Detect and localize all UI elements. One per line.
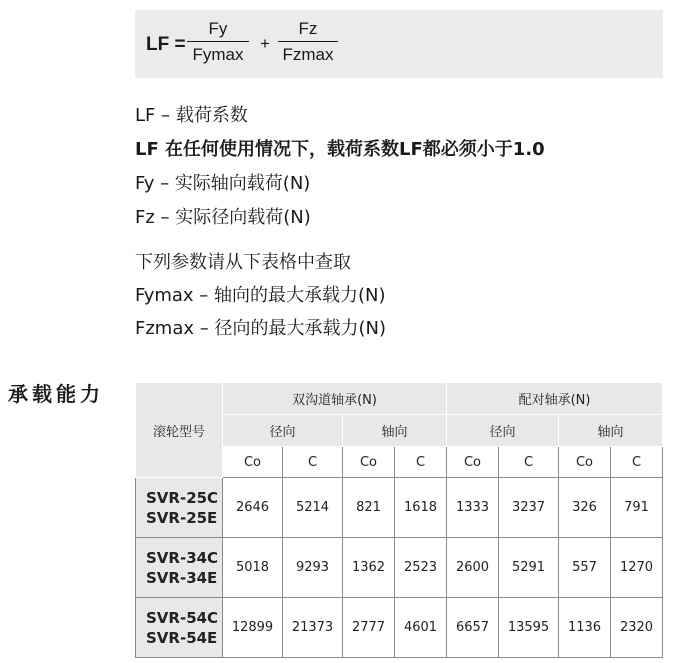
table-cell: 21373 xyxy=(283,598,343,658)
definition-fy: Fy – 实际轴向载荷(N) xyxy=(135,173,311,194)
fraction-fz-numerator: Fz xyxy=(298,19,318,38)
definition-fz: Fz – 实际径向载荷(N) xyxy=(135,207,311,228)
header-radial: 径向 xyxy=(447,415,559,447)
table-cell: 9293 xyxy=(283,538,343,598)
table-cell: 821 xyxy=(343,478,395,538)
table-row xyxy=(136,598,663,658)
formula-box xyxy=(135,10,663,78)
fraction-fy-denominator: Fymax xyxy=(192,45,244,64)
table-cell: 5018 xyxy=(223,538,283,598)
header-co: Co xyxy=(447,447,499,478)
model-name: SVR-25C xyxy=(146,488,219,507)
model-name: SVR-34E xyxy=(146,568,218,587)
row-model xyxy=(136,478,223,538)
header-c: C xyxy=(499,447,559,478)
table-corner: 滚轮型号 xyxy=(136,383,223,478)
row-model xyxy=(136,598,223,658)
formula-plus: + xyxy=(260,34,270,53)
table-cell: 4601 xyxy=(395,598,447,658)
fraction-bar xyxy=(187,41,249,42)
header-group-double-row: 双沟道轴承(N) xyxy=(223,383,447,415)
fraction-fy-numerator: Fy xyxy=(208,19,228,38)
table-row xyxy=(136,478,663,538)
table-cell: 2320 xyxy=(611,598,663,658)
header-radial: 径向 xyxy=(223,415,343,447)
table-cell: 1362 xyxy=(343,538,395,598)
lookup-fzmax: Fzmax – 径向的最大承载力(N) xyxy=(135,318,386,339)
table-cell: 13595 xyxy=(499,598,559,658)
header-group-paired: 配对轴承(N) xyxy=(447,383,663,415)
definition-lf: LF – 载荷系数 xyxy=(135,105,248,126)
model-name: SVR-25E xyxy=(146,508,218,527)
table-cell: 3237 xyxy=(499,478,559,538)
table-cell: 2600 xyxy=(447,538,499,598)
header-co: Co xyxy=(223,447,283,478)
header-axial: 轴向 xyxy=(343,415,447,447)
fraction-fz-denominator: Fzmax xyxy=(282,45,334,64)
table-cell: 12899 xyxy=(223,598,283,658)
model-name: SVR-34C xyxy=(146,548,219,567)
lookup-intro: 下列参数请从下表格中查取 xyxy=(135,252,351,273)
section-title: 承载能力 xyxy=(8,382,104,406)
table-cell: 2646 xyxy=(223,478,283,538)
table-cell: 1333 xyxy=(447,478,499,538)
table-cell: 1618 xyxy=(395,478,447,538)
table-cell: 5291 xyxy=(499,538,559,598)
header-axial: 轴向 xyxy=(559,415,663,447)
header-c: C xyxy=(283,447,343,478)
table-cell: 5214 xyxy=(283,478,343,538)
header-co: Co xyxy=(559,447,611,478)
table-row xyxy=(136,538,663,598)
table-cell: 791 xyxy=(611,478,663,538)
table-cell: 326 xyxy=(559,478,611,538)
header-c: C xyxy=(395,447,447,478)
lookup-fymax: Fymax – 轴向的最大承载力(N) xyxy=(135,285,386,306)
header-c: C xyxy=(611,447,663,478)
fraction-fz xyxy=(278,18,338,66)
row-model xyxy=(136,538,223,598)
fraction-bar xyxy=(278,41,338,42)
table-cell: 2777 xyxy=(343,598,395,658)
table-cell: 1136 xyxy=(559,598,611,658)
model-name: SVR-54C xyxy=(146,608,219,627)
table-cell: 6657 xyxy=(447,598,499,658)
model-name: SVR-54E xyxy=(146,628,218,647)
definition-lf-rule: LF 在任何使用情况下，载荷系数LF都必须小于1.0 xyxy=(135,139,545,160)
table-cell: 2523 xyxy=(395,538,447,598)
formula-lhs: LF = xyxy=(146,34,186,55)
header-co: Co xyxy=(343,447,395,478)
fraction-fy xyxy=(187,18,249,66)
load-capacity-table xyxy=(135,382,663,658)
table-cell: 1270 xyxy=(611,538,663,598)
table-cell: 557 xyxy=(559,538,611,598)
